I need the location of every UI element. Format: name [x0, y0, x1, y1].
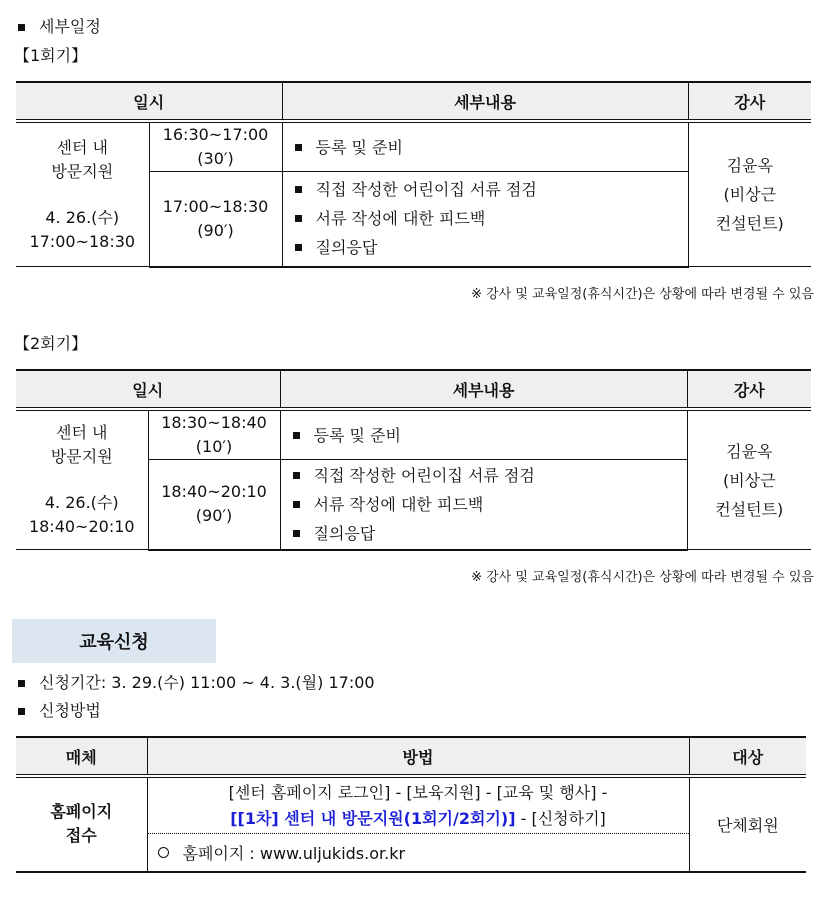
content-item: 등록 및 준비 [291, 421, 687, 450]
slot-content-cell [280, 460, 687, 550]
apply-period-text: 신청기간: 3. 29.(수) 11:00 ~ 4. 3.(월) 17:00 [39, 673, 375, 692]
header-content: 세부내용 [280, 370, 687, 408]
square-bullet-icon [18, 708, 25, 715]
slot-content-cell [280, 411, 687, 460]
medium-cell [16, 778, 147, 872]
content-item: 질의응답 [291, 519, 687, 548]
slot-time-cell [149, 123, 282, 172]
schedule-note: ※ 강사 및 교육일정(휴식시간)은 상황에 따라 변경될 수 있음 [471, 287, 814, 302]
content-item: 직접 작성한 어린이집 서류 점검 [293, 175, 688, 204]
section-title: 세부일정 [39, 17, 101, 36]
apply-step-label: - [신청하기] [515, 808, 606, 828]
slot-time: 18:30~18:40 [161, 413, 267, 432]
apply-period [14, 673, 375, 693]
square-bullet-icon [295, 144, 302, 151]
slot-time: 18:40~20:10 [161, 482, 267, 502]
place-line: 센터 내 [56, 137, 108, 157]
apply-method-title: 신청방법 [39, 701, 101, 720]
slot-duration: (30′) [197, 149, 234, 168]
method-path-line: [센터 홈페이지 로그인] - [보육지원] - [교육 및 행사] - [228, 782, 608, 802]
homepage-line [148, 841, 689, 864]
slot-time: 17:00~18:30 [162, 196, 269, 216]
session-1-table [16, 81, 811, 268]
slot-time-cell [148, 460, 280, 550]
apply-section-title: 교육신청 [12, 619, 216, 663]
lecturer-cell [688, 123, 811, 267]
header-medium: 매체 [16, 737, 147, 775]
header-target: 대상 [689, 737, 806, 775]
schedule-place-cell [16, 123, 149, 267]
header-datetime: 일시 [16, 82, 282, 120]
medium-line: 홈페이지 [50, 802, 113, 822]
slot-time-cell [149, 172, 282, 267]
section-heading [14, 17, 101, 37]
session-2-table [16, 369, 811, 551]
homepage-cell [147, 834, 689, 872]
square-bullet-icon [293, 530, 300, 537]
apply-method-table [16, 736, 806, 873]
apply-method-heading [14, 701, 101, 721]
header-lecturer: 강사 [687, 370, 811, 408]
date-line: 4. 26.(수) [44, 493, 119, 512]
homepage-url[interactable]: 홈페이지 : www.uljukids.or.kr [182, 843, 406, 863]
content-item: 질의응답 [293, 233, 688, 262]
square-bullet-icon [18, 24, 25, 31]
lecturer-line: 컨설턴트) [715, 214, 784, 233]
header-datetime: 일시 [16, 370, 280, 408]
header-lecturer: 강사 [688, 82, 811, 120]
header-content: 세부내용 [282, 82, 688, 120]
medium-line: 접수 [65, 826, 97, 846]
content-item: 등록 및 준비 [293, 133, 688, 162]
square-bullet-icon [293, 432, 300, 439]
schedule-note: ※ 강사 및 교육일정(휴식시간)은 상황에 따라 변경될 수 있음 [471, 570, 814, 585]
slot-duration: (90′) [195, 506, 233, 526]
slot-content-cell [282, 172, 688, 267]
lecturer-line: 김윤옥 [726, 156, 773, 175]
slot-time: 16:30~17:00 [162, 125, 269, 144]
slot-time-cell [148, 411, 280, 460]
method-path-line-2 [148, 806, 689, 832]
lecturer-line: 김윤옥 [726, 441, 773, 461]
slot-duration: (10′) [195, 437, 233, 456]
content-item: 서류 작성에 대한 피드백 [293, 204, 688, 233]
session-2-label: 【2회기】 [14, 334, 88, 353]
circle-bullet-icon [158, 847, 169, 858]
method-path-cell [147, 778, 689, 834]
visit-support-link[interactable]: [[1차] 센터 내 방문지원(1회기/2회기)] [230, 808, 516, 828]
lecturer-cell [687, 411, 811, 550]
time-line: 18:40~20:10 [28, 517, 135, 536]
lecturer-line: (비상근 [722, 470, 776, 490]
square-bullet-icon [293, 472, 300, 479]
schedule-place-cell [16, 411, 148, 550]
lecturer-line: (비상근 [723, 185, 777, 204]
slot-duration: (90′) [197, 220, 234, 240]
square-bullet-icon [295, 244, 302, 251]
header-method: 방법 [147, 737, 689, 775]
square-bullet-icon [18, 680, 25, 687]
place-line: 방문지원 [51, 161, 114, 181]
place-line: 방문지원 [50, 447, 113, 466]
slot-content-cell [282, 123, 688, 172]
session-1-label: 【1회기】 [14, 46, 88, 65]
square-bullet-icon [295, 186, 302, 193]
place-line: 센터 내 [56, 423, 108, 442]
square-bullet-icon [293, 501, 300, 508]
time-line: 17:00~18:30 [29, 231, 136, 251]
content-item: 서류 작성에 대한 피드백 [291, 490, 687, 519]
target-cell: 단체회원 [689, 778, 806, 872]
lecturer-line: 컨설턴트) [715, 499, 784, 519]
content-item: 직접 작성한 어린이집 서류 점검 [291, 461, 687, 490]
square-bullet-icon [295, 215, 302, 222]
date-line: 4. 26.(수) [45, 207, 120, 227]
